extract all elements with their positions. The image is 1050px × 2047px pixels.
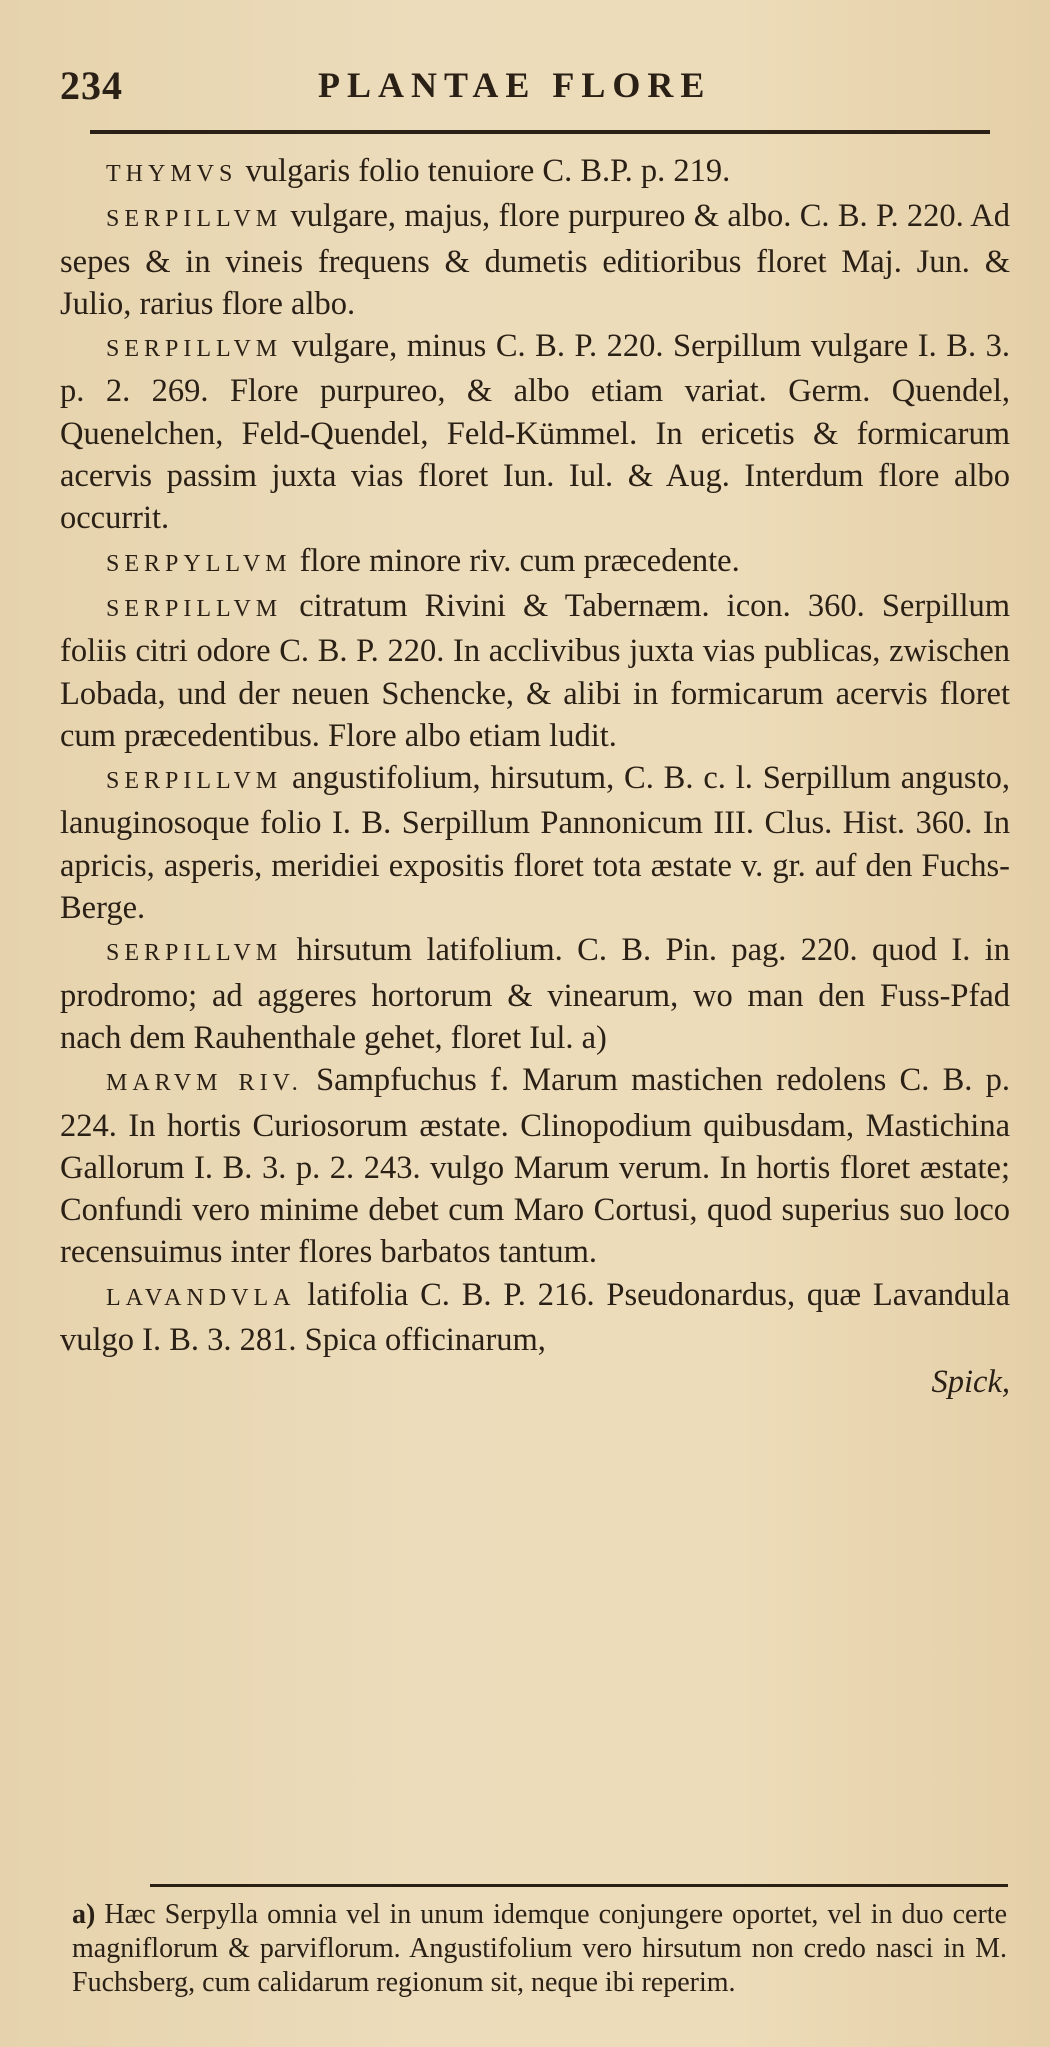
entry-name: SERPILLVM <box>106 206 283 233</box>
entry-marum <box>60 1059 1010 1273</box>
entry-text: hirsutum latifolium. C. B. Pin. pag. 220. quod I. in prodromo; ad aggeres hortorum & vinearum, wo man den Fuss-Pfad nach dem Rauhenthale gehet, floret Iul. a) <box>60 932 1010 1056</box>
entry-text: flore minore riv. cum præcedente. <box>299 542 740 579</box>
running-head: PLANTAE FLORE <box>318 65 712 105</box>
entry-serpillum-majus <box>60 195 1010 325</box>
footnote-marker: a) <box>72 1899 96 1930</box>
page-header <box>60 62 1010 122</box>
entry-serpillum-minus <box>60 325 1010 539</box>
entry-text: vulgaris folio tenuiore C. B.P. p. 219. <box>245 153 731 189</box>
entry-text: angustifolium, hirsutum, C. B. c. l. Serpillum angusto, lanuginosoque folio I. B. Serpillum Pannonicum III. Clus. Hist. 360. In apricis, asperis, meridiei expositis floret tota æstate v. gr. auf den Fuchs-Berge. <box>60 760 1010 927</box>
entry-name: SERPILLVM <box>106 940 283 967</box>
entry-text: latifolia C. B. P. 216. Pseudonardus, quæ Lavandula vulgo I. B. 3. 281. Spica officinarum, <box>60 1276 1010 1359</box>
entry-name: SERPILLVM <box>106 336 283 363</box>
entry-name: MARVM RIV. <box>106 1070 303 1097</box>
entry-serpillum-latifolium <box>60 929 1010 1059</box>
entry-text: citratum Rivini & Tabernæm. icon. 360. Serpillum foliis citri odore C. B. P. 220. In acclivibus juxta vias publicas, zwischen Lobada, und der neuen Schencke, & alibi in formicarum acervis floret cum præcedentibus. Flore albo etiam ludit. <box>60 587 1011 754</box>
entry-serpillum-citratum <box>60 585 1010 757</box>
body-text <box>60 150 1010 1404</box>
entry-lavandula <box>60 1274 1010 1362</box>
entry-thymus-vulgaris <box>60 150 1010 195</box>
entry-serpyllum-flore-minore <box>60 540 1010 585</box>
catchword: Spick, <box>931 1364 1010 1401</box>
entry-text: vulgare, majus, flore purpureo & albo. C. B. P. 220. Ad sepes & in vineis frequens & dumetis editioribus floret Maj. Jun. & Julio, rarius flore albo. <box>60 198 1011 322</box>
footnote-rule <box>150 1884 1008 1887</box>
entry-text: vulgare, minus C. B. P. 220. Serpillum vulgare I. B. 3. p. 2. 269. Flore purpureo, & albo etiam variat. Germ. Quendel, Quenelchen, Feld-Quendel, Feld-Kümmel. In ericetis & formicarum acervis passim juxta vias floret Iun. Iul. & Aug. Interdum flore albo occurrit. <box>60 328 1010 537</box>
footnote-text: Hæc Serpylla omnia vel in unum idemque conjungere oportet, vel in duo certe magniflorum & parviflorum. Angustifolium vero hirsutum non credo nasci in M. Fuchsberg, cum calidarum regionum sit, neque ibi reperim. <box>72 1899 1007 1998</box>
entry-name: LAVANDVLA <box>106 1284 296 1311</box>
entry-serpillum-angustifolium <box>60 757 1010 929</box>
footnote <box>72 1898 1007 2000</box>
entry-text: Sampfuchus f. Marum mastichen redolens C. B. p. 224. In hortis Curiosorum æstate. Clinopodium quibusdam, Mastichina Gallorum I. B. 3. p. 2. 243. vulgo Marum verum. In hortis floret æstate; Confundi vero minime debet cum Maro Cortusi, quod superius suo loco recensuimus inter flores barbatos tantum. <box>60 1062 1011 1271</box>
page-number: 234 <box>60 63 123 108</box>
entry-name: SERPYLLVM <box>106 550 292 577</box>
entry-name: THYMVS <box>106 161 238 187</box>
entry-name: SERPILLVM <box>106 595 283 622</box>
entry-name: SERPILLVM <box>106 768 283 795</box>
header-rule <box>90 130 990 134</box>
